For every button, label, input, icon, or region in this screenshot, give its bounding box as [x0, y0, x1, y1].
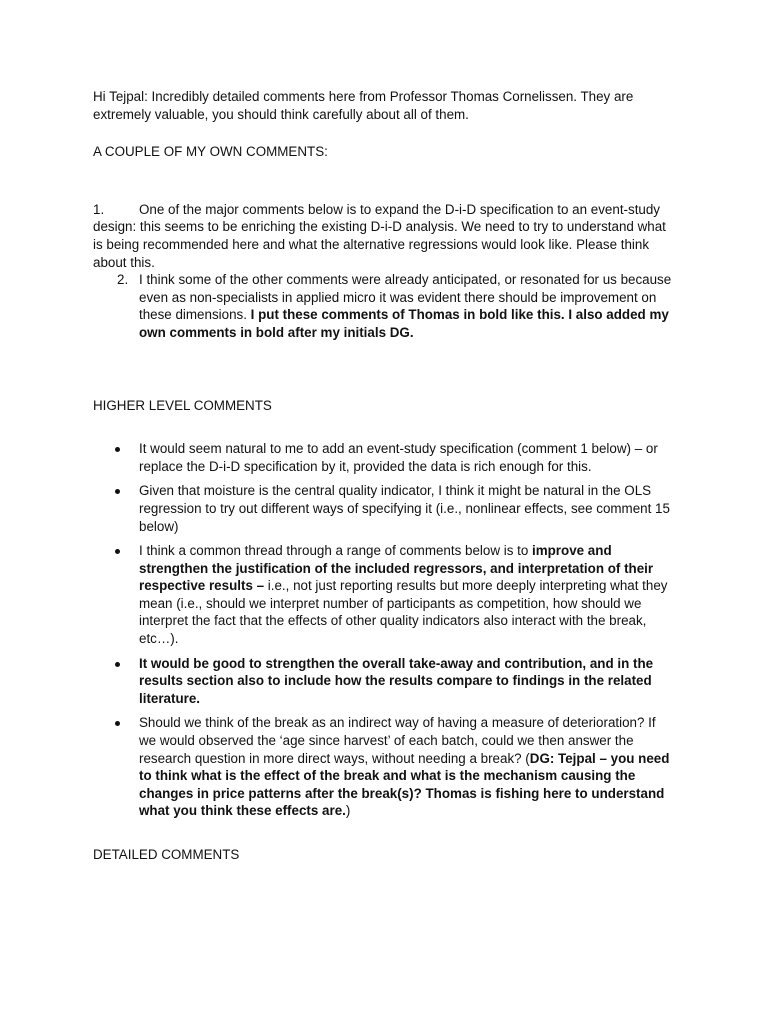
bullet-icon — [115, 489, 120, 494]
list-item-bold-text: DG: Tejpal – you need to think what is the effect of the break and what is the mechanism causing the changes in price patterns after the break(s)? Thomas is fishing here to understand what you think these effects are. — [139, 750, 670, 819]
own-comment-2 — [93, 271, 673, 341]
own-comment-text: One of the major comments below is to expand the D-i-D specification to an event-study design: this seems to be enriching the existing D-i-D analysis. We need to try to understand what is being recommended here and what the alternative regressions would look like. Please think about this. — [93, 201, 666, 270]
list-item — [93, 655, 673, 708]
list-item-text: ) — [345, 803, 351, 819]
own-comment-bold-text: I put these comments of Thomas in bold like this. I also added my own comments in bold after my initials DG. — [139, 307, 669, 340]
list-item-text: Should we think of the break as an indirect way of having a measure of deterioration? If we would observed the ‘age since harvest’ of each batch, could we then answer the research question in more direct ways, without needing a break? ( — [139, 715, 656, 766]
bullet-icon — [115, 662, 120, 667]
own-comments-heading: A COUPLE OF MY OWN COMMENTS: — [93, 144, 328, 160]
higher-level-list — [93, 440, 673, 820]
list-item — [93, 440, 673, 475]
list-item-text: I think a common thread through a range of comments below is to — [139, 543, 532, 559]
list-item — [93, 542, 673, 648]
own-comment-number: 2. — [117, 272, 129, 288]
higher-level-heading: HIGHER LEVEL COMMENTS — [93, 397, 272, 413]
list-item-bold-text: improve and strengthen the justification of the included regressors, and interpretation of their respective results – — [139, 543, 654, 594]
list-item — [93, 714, 673, 820]
list-item-text: i.e., not just reporting results but more deeply interpreting what they mean (i.e., should we interpret number of participants as competition, how should we interpret the fact that the effects of other quality indicators also interact with the break, etc…). — [139, 578, 668, 647]
document-page — [93, 88, 673, 864]
detailed-comments-heading: DETAILED COMMENTS — [93, 847, 240, 862]
bullet-icon — [115, 549, 120, 554]
greeting-paragraph: Hi Tejpal: Incredibly detailed comments here from Professor Thomas Cornelissen. They are extremely valuable, you should think carefully about all of them. — [93, 89, 634, 122]
bullet-icon — [115, 721, 120, 726]
list-item-text: Given that moisture is the central quality indicator, I think it might be natural in the OLS regression to try out different ways of specifying it (i.e., nonlinear effects, see comment 15 below) — [139, 483, 670, 534]
own-comment-text: I think some of the other comments were already anticipated, or resonated for us because even as non-specialists in applied micro it was evident there should be improvement on these dimensions. — [139, 272, 672, 323]
list-item-text: It would seem natural to me to add an event-study specification (comment 1 below) – or replace the D-i-D specification by it, provided the data is rich enough for this. — [139, 441, 658, 474]
own-comment-1 — [93, 201, 673, 271]
list-item-bold-text: It would be good to strengthen the overall take-away and contribution, and in the results section also to include how the results compare to findings in the related literature. — [139, 655, 654, 706]
own-comment-number: 1. — [93, 201, 105, 217]
list-item — [93, 482, 673, 535]
bullet-icon — [115, 447, 120, 452]
